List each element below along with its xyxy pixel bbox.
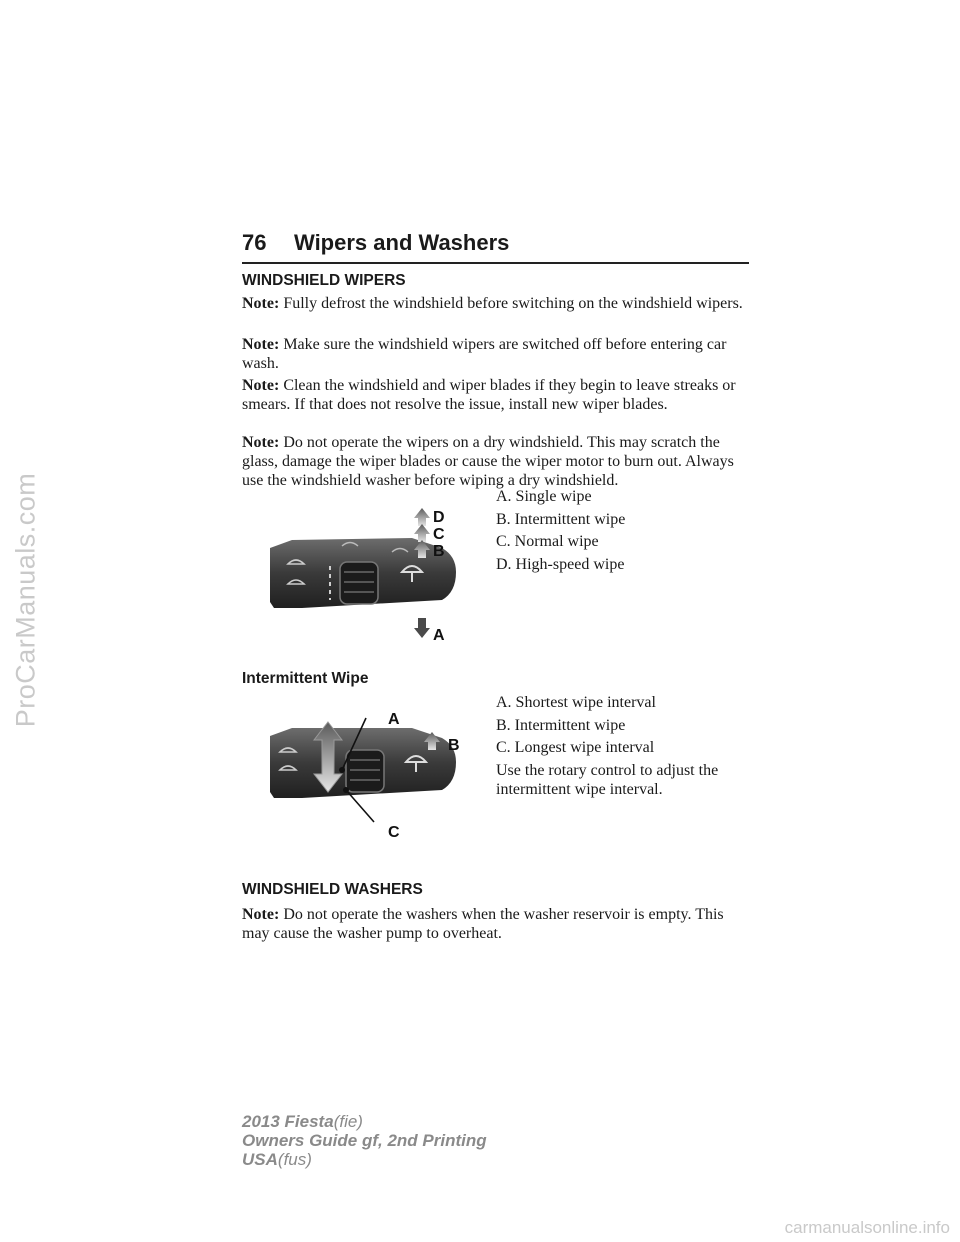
callout-b: B bbox=[433, 543, 445, 560]
note-text: Make sure the windshield wipers are switched off before entering car wash. bbox=[242, 336, 727, 372]
note-2 bbox=[242, 335, 752, 373]
legend-2-a: A. Shortest wipe interval bbox=[496, 694, 656, 711]
leader-line-c bbox=[346, 790, 374, 822]
wiper-stalk-figure-2 bbox=[262, 706, 472, 842]
note-text: Fully defrost the windshield before switching on the windshield wipers. bbox=[283, 295, 743, 312]
legend-1-a: A. Single wipe bbox=[496, 488, 592, 505]
page-number: 76 bbox=[242, 230, 267, 255]
callout-d: D bbox=[433, 509, 445, 526]
arrow-down-a-icon bbox=[414, 618, 430, 638]
note-1 bbox=[242, 294, 752, 313]
rotary-control-description: Use the rotary control to adjust the intermittent wipe interval. bbox=[496, 762, 719, 798]
note-text: Clean the windshield and wiper blades if they begin to leave streaks or smears. If that does not resolve the issue, install new wiper blades. bbox=[242, 377, 736, 413]
watermark-side bbox=[4, 400, 50, 800]
page-footer bbox=[242, 1112, 487, 1169]
arrow-up-c-icon bbox=[414, 524, 430, 542]
page-header bbox=[242, 228, 749, 264]
watermark-side-text: ProCarManuals.com bbox=[10, 472, 41, 728]
callout-c: C bbox=[388, 824, 400, 841]
heading-intermittent-wipe: Intermittent Wipe bbox=[242, 670, 369, 687]
footer-line-2 bbox=[242, 1131, 487, 1150]
legend-1-b: B. Intermittent wipe bbox=[496, 511, 626, 528]
footer-line-3 bbox=[242, 1150, 487, 1169]
legend-1-c: C. Normal wipe bbox=[496, 533, 599, 550]
wiper-stalk-figure-1 bbox=[262, 502, 472, 644]
note-label: Note: bbox=[242, 434, 280, 451]
note-label: Note: bbox=[242, 295, 280, 312]
callout-c: C bbox=[433, 526, 445, 543]
footer-line-1 bbox=[242, 1112, 487, 1131]
callout-a: A bbox=[433, 627, 445, 644]
note-text: Do not operate the washers when the washer reservoir is empty. This may cause the washer pump to overheat. bbox=[242, 906, 724, 942]
legend-2-c: C. Longest wipe interval bbox=[496, 739, 655, 756]
note-label: Note: bbox=[242, 906, 280, 923]
note-washers bbox=[242, 905, 752, 943]
chapter-title: Wipers and Washers bbox=[294, 230, 510, 255]
heading-windshield-wipers: WINDSHIELD WIPERS bbox=[242, 272, 406, 289]
footer-market: USA bbox=[242, 1150, 278, 1169]
watermark-bottom: carmanualsonline.info bbox=[784, 1218, 950, 1237]
note-label: Note: bbox=[242, 336, 280, 353]
callout-b: B bbox=[448, 737, 460, 754]
footer-market-code: (fus) bbox=[277, 1150, 312, 1169]
note-4 bbox=[242, 433, 752, 490]
callout-a: A bbox=[388, 711, 400, 728]
note-text: Do not operate the wipers on a dry windshield. This may scratch the glass, damage the wiper blades or cause the wiper motor to burn out. Always use the windshield washer before wiping a dry windshield. bbox=[242, 434, 734, 489]
footer-model: 2013 Fiesta bbox=[242, 1112, 334, 1131]
note-3 bbox=[242, 376, 752, 414]
heading-windshield-washers: WINDSHIELD WASHERS bbox=[242, 881, 423, 898]
note-label: Note: bbox=[242, 377, 280, 394]
legend-1-d: D. High-speed wipe bbox=[496, 556, 625, 573]
footer-guide: Owners Guide gf, 2nd Printing bbox=[242, 1131, 487, 1150]
legend-2-b: B. Intermittent wipe bbox=[496, 717, 626, 734]
arrow-up-d-icon bbox=[414, 508, 430, 526]
footer-model-code: (fie) bbox=[333, 1112, 363, 1131]
